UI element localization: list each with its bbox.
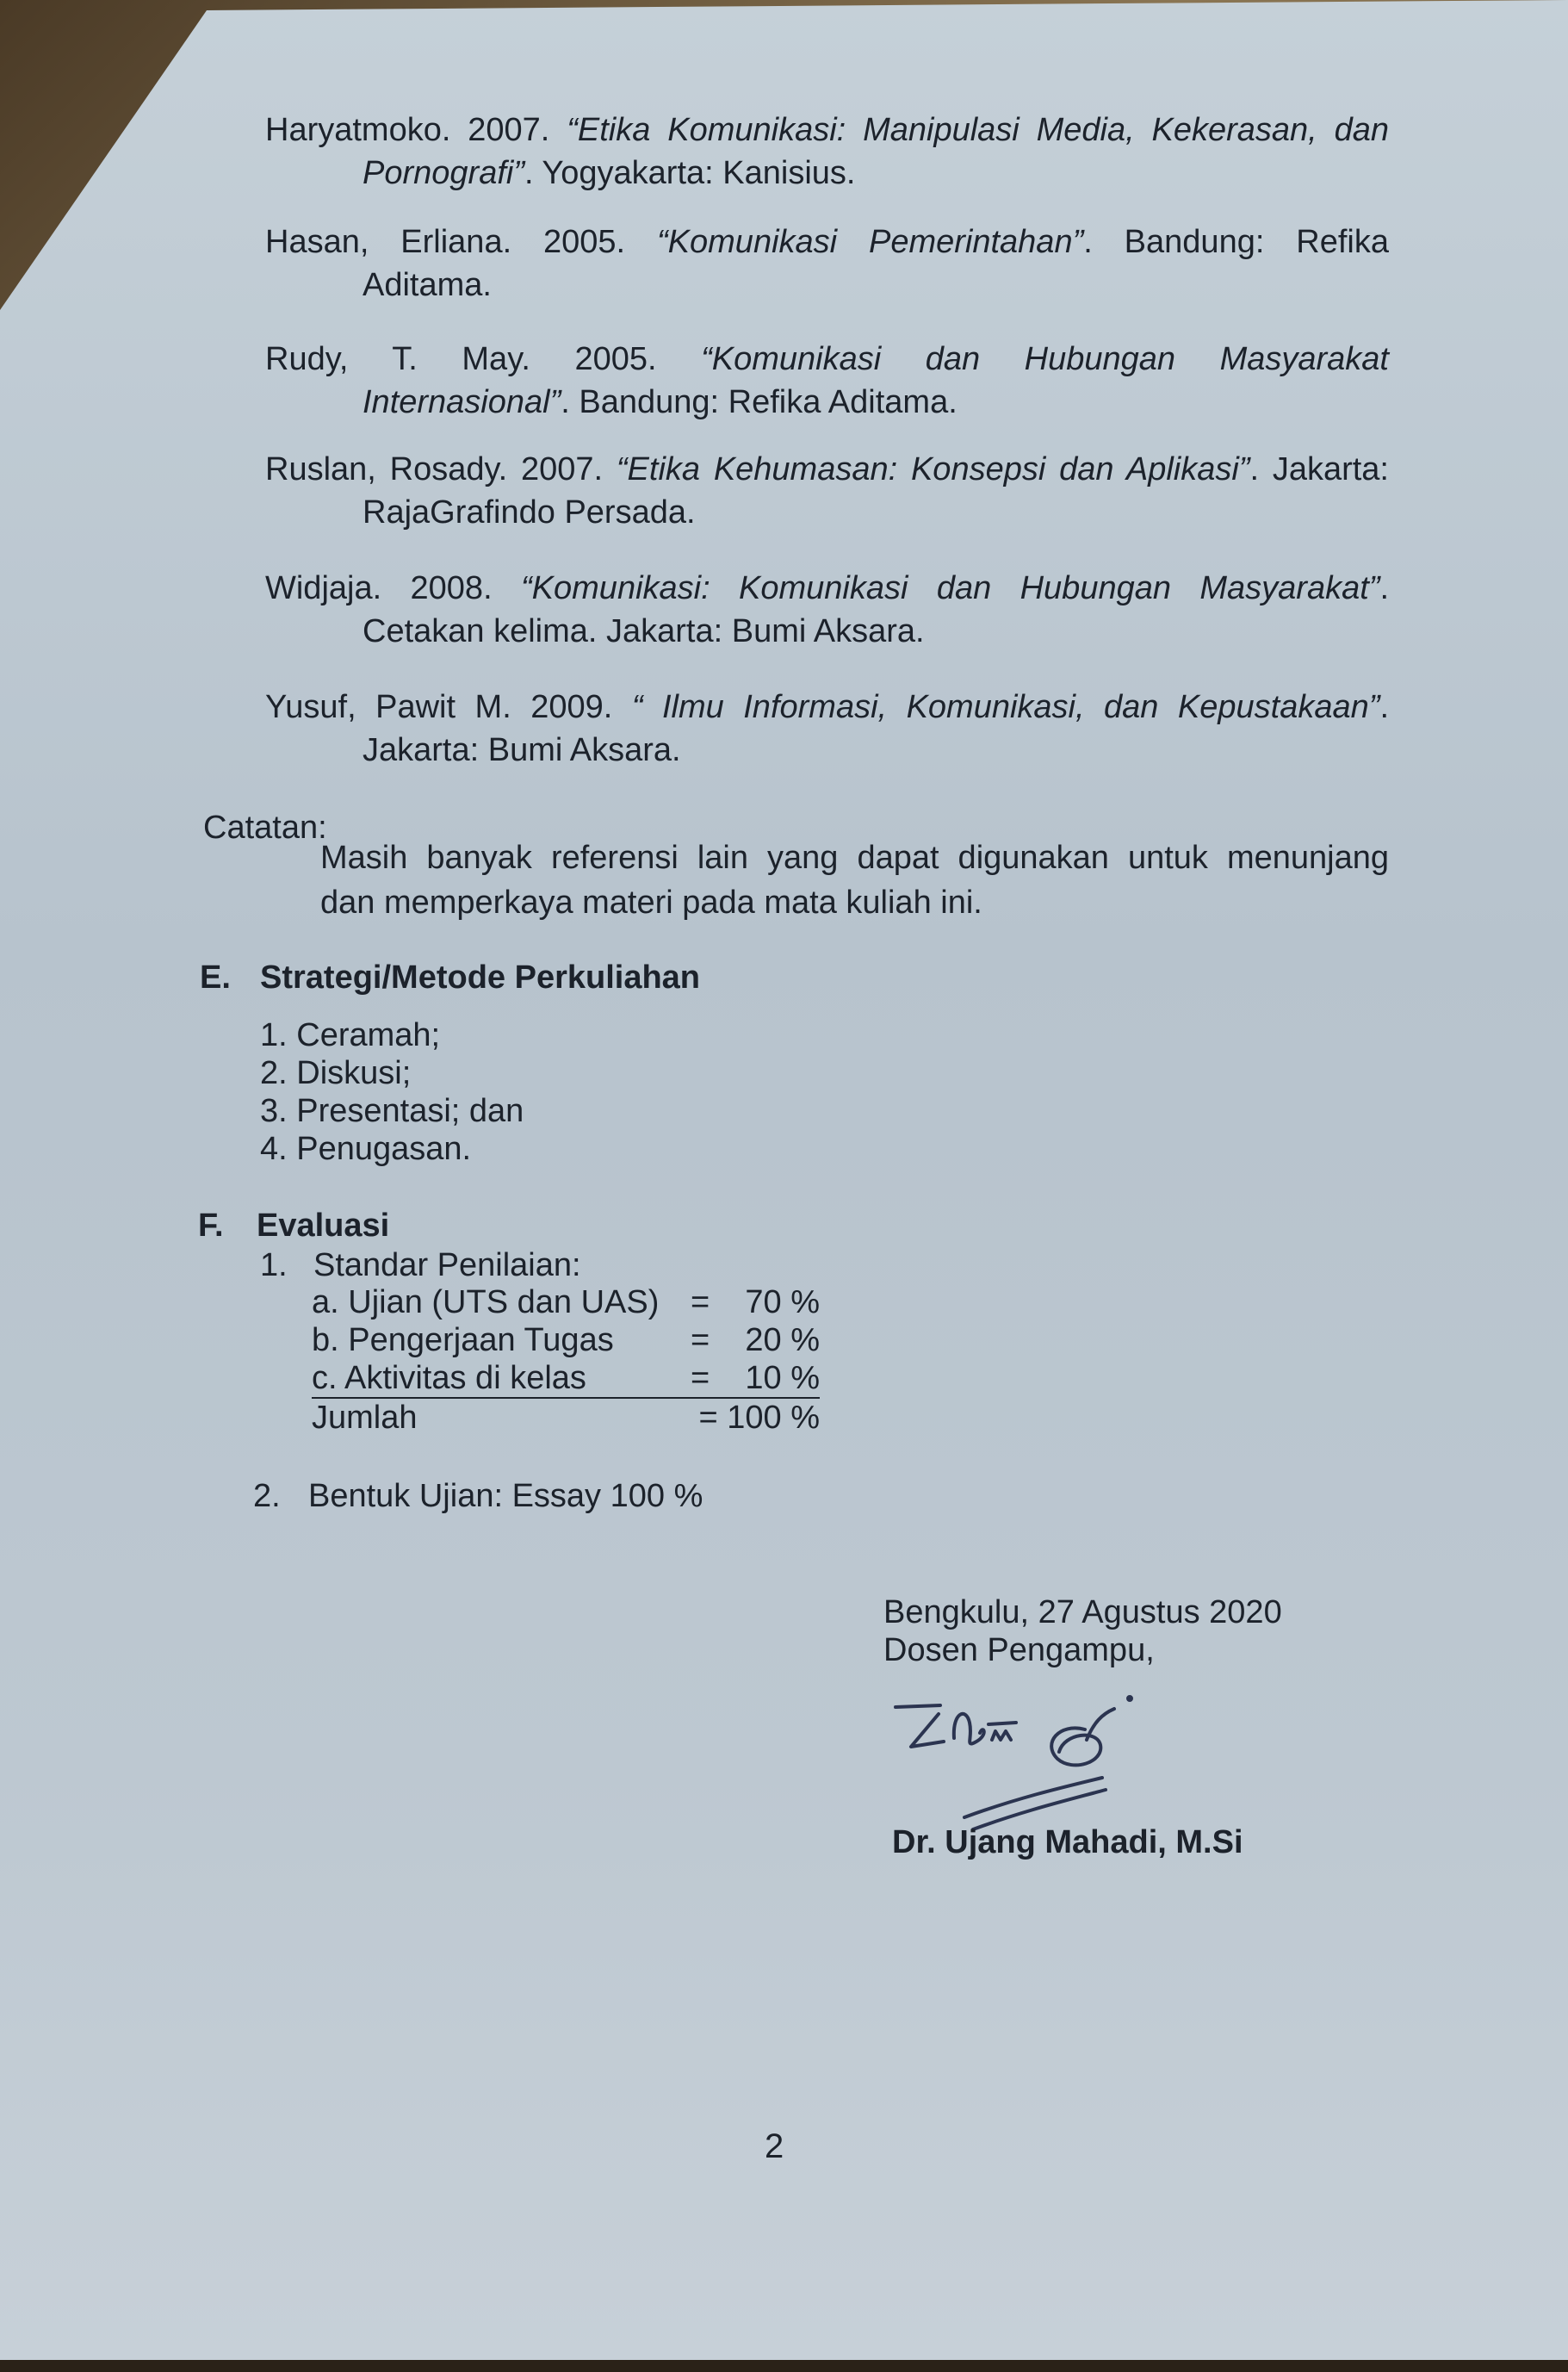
reference-6 <box>265 686 1389 772</box>
grading-value: 20 % <box>745 1322 820 1358</box>
list-item: 3. Presentasi; dan <box>260 1093 524 1129</box>
grading-total-row <box>312 1399 820 1437</box>
handwritten-signature <box>887 1688 1180 1843</box>
bottom-edge <box>0 2360 1568 2372</box>
note-label: Catatan: <box>203 810 327 846</box>
reference-title: “Etika Komunikasi: Manipulasi Media, Kekerasan, dan <box>567 112 1390 148</box>
grading-equals: = <box>691 1284 710 1320</box>
item-number: 1. <box>260 1247 288 1283</box>
signature-block <box>883 1593 1282 1669</box>
evaluation-item-1 <box>260 1244 581 1287</box>
reference-publisher: Jakarta: Bumi Aksara. <box>363 732 681 768</box>
reference-title: Internasional” <box>363 384 561 420</box>
reference-title: “Komunikasi: Komunikasi dan Hubungan Masyarakat” <box>521 570 1380 606</box>
reference-4 <box>265 448 1389 534</box>
reference-publisher: . <box>1379 689 1389 725</box>
item-label: Bentuk Ujian: Essay 100 % <box>308 1478 703 1514</box>
section-title: Evaluasi <box>257 1208 390 1244</box>
signature-place-date: Bengkulu, 27 Agustus 2020 <box>883 1594 1282 1630</box>
grading-value: 70 % <box>745 1284 820 1320</box>
reference-publisher: . Jakarta: <box>1249 451 1389 487</box>
reference-3 <box>265 338 1389 424</box>
grading-label: c. Aktivitas di kelas <box>312 1360 586 1396</box>
reference-1 <box>265 109 1389 195</box>
reference-publisher: . <box>1379 570 1389 606</box>
method-list <box>260 1016 524 1168</box>
section-title: Strategi/Metode Perkuliahan <box>260 959 701 996</box>
page-number: 2 <box>765 2127 784 2165</box>
grading-row <box>312 1359 820 1399</box>
reference-title: “Etika Kehumasan: Konsepsi dan Aplikasi” <box>616 451 1250 487</box>
list-item: 2. Diskusi; <box>260 1055 412 1091</box>
grading-total-value: = 100 % <box>698 1400 820 1436</box>
reference-title: Pornografi” <box>363 155 524 191</box>
reference-title: “Komunikasi dan Hubungan Masyarakat <box>701 341 1389 377</box>
reference-author: Rudy, T. May. 2005. <box>265 341 702 377</box>
reference-publisher: . Yogyakarta: Kanisius. <box>524 155 856 191</box>
reference-publisher: . Bandung: Refika <box>1083 224 1389 260</box>
reference-publisher: . Bandung: Refika Aditama. <box>561 384 958 420</box>
grading-table <box>312 1283 820 1437</box>
list-item: 4. Penugasan. <box>260 1131 472 1167</box>
section-f-heading <box>198 1208 390 1245</box>
reference-author: Ruslan, Rosady. 2007. <box>265 451 617 487</box>
reference-title: “ Ilmu Informasi, Komunikasi, dan Kepustakaan” <box>631 689 1380 725</box>
grading-equals: = <box>691 1360 710 1396</box>
reference-publisher: RajaGrafindo Persada. <box>363 494 696 531</box>
signature-role: Dosen Pengampu, <box>883 1632 1155 1668</box>
reference-author: Widjaja. 2008. <box>265 570 522 606</box>
note-line: dan memperkaya materi pada mata kuliah ini. <box>320 885 982 921</box>
grading-row <box>312 1283 820 1321</box>
reference-publisher: Aditama. <box>363 267 492 303</box>
list-item: 1. Ceramah; <box>260 1017 441 1053</box>
section-letter: F. <box>198 1208 224 1244</box>
evaluation-item-2 <box>253 1475 703 1518</box>
note-line: Masih banyak referensi lain yang dapat digunakan untuk menunjang <box>320 840 1389 876</box>
section-letter: E. <box>200 959 231 996</box>
signer-name: Dr. Ujang Mahadi, M.Si <box>892 1824 1243 1860</box>
grading-total-label: Jumlah <box>312 1400 418 1436</box>
reference-author: Haryatmoko. 2007. <box>265 112 567 148</box>
note-body <box>320 835 1389 925</box>
grading-equals: = <box>691 1322 710 1358</box>
reference-publisher: Cetakan kelima. Jakarta: Bumi Aksara. <box>363 613 925 649</box>
item-number: 2. <box>253 1478 281 1514</box>
reference-2 <box>265 220 1389 307</box>
grading-value: 10 % <box>745 1360 820 1396</box>
reference-title: “Komunikasi Pemerintahan” <box>657 224 1084 260</box>
grading-row <box>312 1321 820 1359</box>
grading-label: b. Pengerjaan Tugas <box>312 1322 614 1358</box>
section-e-heading <box>200 959 701 997</box>
reference-5 <box>265 567 1389 653</box>
item-label: Standar Penilaian: <box>313 1247 581 1283</box>
reference-author: Hasan, Erliana. 2005. <box>265 224 658 260</box>
grading-label: a. Ujian (UTS dan UAS) <box>312 1284 660 1320</box>
reference-author: Yusuf, Pawit M. 2009. <box>265 689 632 725</box>
